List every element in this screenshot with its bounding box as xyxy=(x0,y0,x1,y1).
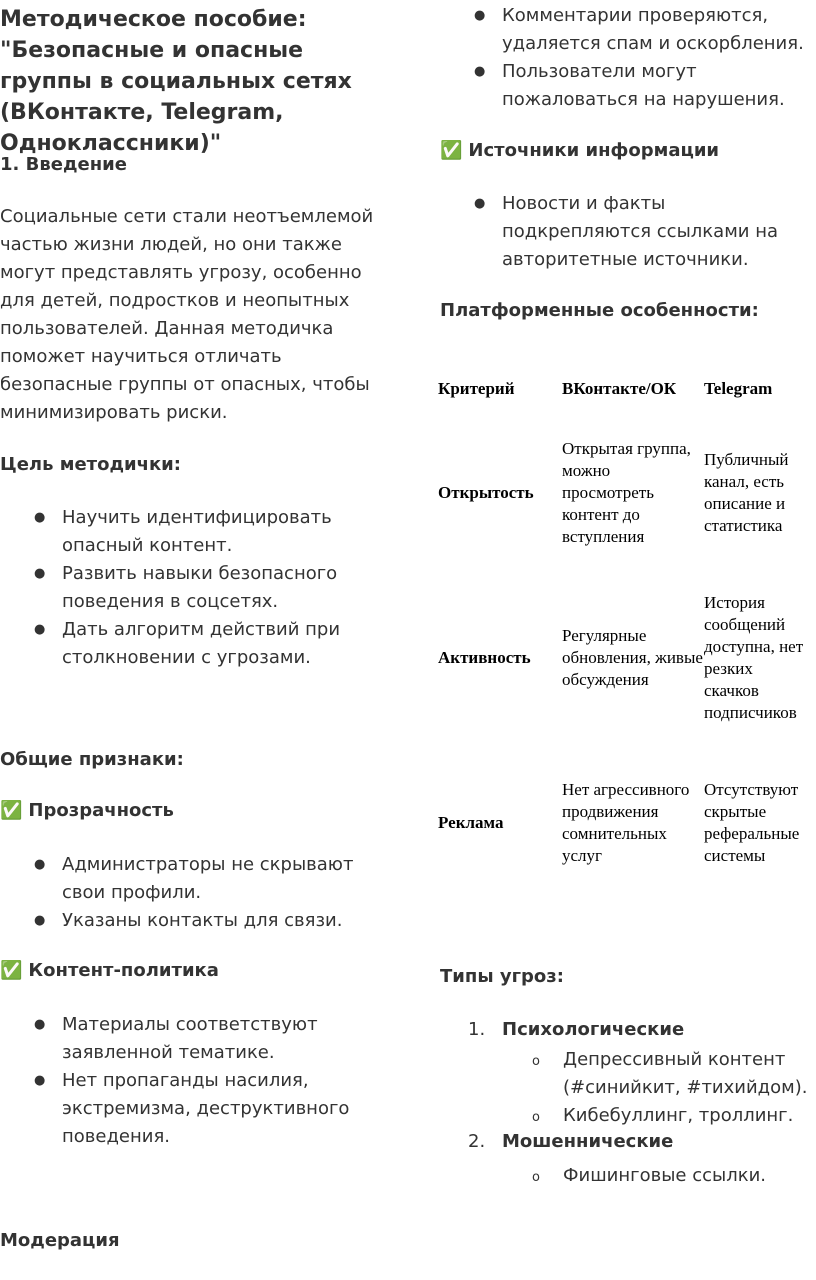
circle-bullet-icon: o xyxy=(532,1110,540,1125)
bullet-icon: ● xyxy=(474,64,486,79)
threats-heading: Типы угроз: xyxy=(440,966,564,987)
table-cell: Открытая группа, можно просмотреть контент до вступления xyxy=(562,439,691,546)
check-icon: ✅ xyxy=(0,800,23,821)
table-cell: Активность xyxy=(438,648,531,667)
table-cell: Нет агрессивного продвижения сомнительных услуг xyxy=(562,780,690,865)
list-item: ● Новости и факты подкрепляются ссылками на авторитетные источники. xyxy=(502,190,812,274)
list-item: ● Пользователи могут пожаловаться на нарушения. xyxy=(502,58,812,114)
list-item: ● Нет пропаганды насилия, экстремизма, деструктивного поведения. xyxy=(62,1067,382,1151)
page-title: Методическое пособие: "Безопасные и опасные группы в социальных сетях (ВКонтакте, Telegram, Одноклассники)" xyxy=(0,7,352,156)
column-header: Telegram xyxy=(704,379,773,398)
list-item: 1. Психологические xyxy=(468,1019,685,1040)
intro-heading: 1. Введение xyxy=(0,154,127,175)
list-item xyxy=(470,1044,810,1128)
transparency-list xyxy=(34,851,382,935)
bullet-icon: ● xyxy=(34,1017,46,1032)
table-cell: Регулярные обновления, живые обсуждения xyxy=(562,626,703,689)
table-row xyxy=(438,748,804,898)
sources-heading: ✅ Источники информации xyxy=(440,140,720,161)
list-item: ● Научить идентифицировать опасный контент. xyxy=(62,504,382,560)
circle-bullet-icon: o xyxy=(532,1170,540,1185)
table-cell: История сообщений доступна, нет резких скачков подписчиков xyxy=(704,593,804,722)
list-item: o Депрессивный контент (#синийкит, #тихийдом). xyxy=(532,1049,808,1098)
threats-list xyxy=(470,1016,810,1196)
list-item: o Кибебуллинг, троллинг. xyxy=(563,1102,813,1130)
list-item: o Фишинговые ссылки. xyxy=(563,1162,813,1190)
moderation-list xyxy=(474,2,812,114)
list-item: ● Развить навыки безопасного поведения в соцсетях. xyxy=(62,560,382,616)
bullet-icon: ● xyxy=(34,913,46,928)
list-item: 2. Мошеннические xyxy=(468,1131,674,1152)
list-item xyxy=(470,1156,810,1196)
column-header: ВКонтакте/ОК xyxy=(562,379,677,398)
threat-sublist xyxy=(532,1046,813,1130)
table-cell: Отсутствуют скрытые реферальные системы xyxy=(704,780,800,865)
circle-bullet-icon: o xyxy=(532,1054,540,1069)
goal-heading: Цель методички: xyxy=(0,454,181,475)
bullet-icon: ● xyxy=(34,857,46,872)
table-cell: Реклама xyxy=(438,813,504,832)
list-item: ● Дать алгоритм действий при столкновении с угрозами. xyxy=(62,616,382,672)
table-header-row xyxy=(438,360,804,418)
goal-list xyxy=(34,504,382,672)
table-row xyxy=(438,568,804,748)
moderation-heading: Модерация xyxy=(0,1230,120,1251)
check-icon: ✅ xyxy=(0,960,23,981)
column-header: Критерий xyxy=(438,379,515,398)
bullet-icon: ● xyxy=(34,510,46,525)
threat-sublist xyxy=(532,1162,813,1190)
bullet-icon: ● xyxy=(474,8,486,23)
table-cell: Публичный канал, есть описание и статистика xyxy=(704,450,789,535)
bullet-icon: ● xyxy=(34,1073,46,1088)
platform-table xyxy=(438,360,804,898)
transparency-heading: ✅ Прозрачность xyxy=(0,800,174,821)
table-row xyxy=(438,418,804,568)
bullet-icon: ● xyxy=(34,622,46,637)
intro-text: Социальные сети стали неотъемлемой частью жизни людей, но они также могут представлять угрозу, особенно для детей, подростков и неопытных пользователей. Данная методичка поможет научиться отличать безопасные группы от опасных, чтобы минимизировать риски. xyxy=(0,206,374,423)
check-icon: ✅ xyxy=(440,140,463,161)
content-policy-list xyxy=(34,1011,382,1151)
list-item: ● Комментарии проверяются, удаляется спам и оскорбления. xyxy=(502,2,812,58)
list-item: ● Администраторы не скрывают свои профили. xyxy=(62,851,382,907)
content-policy-heading: ✅ Контент-политика xyxy=(0,960,219,981)
general-heading: Общие признаки: xyxy=(0,749,184,770)
list-item: ● Указаны контакты для связи. xyxy=(62,907,382,935)
bullet-icon: ● xyxy=(474,196,486,211)
sources-list xyxy=(474,190,812,274)
list-item: ● Материалы соответствуют заявленной тематике. xyxy=(62,1011,382,1067)
table-cell: Открытость xyxy=(438,483,534,502)
platform-heading: Платформенные особенности: xyxy=(440,300,759,321)
bullet-icon: ● xyxy=(34,566,46,581)
